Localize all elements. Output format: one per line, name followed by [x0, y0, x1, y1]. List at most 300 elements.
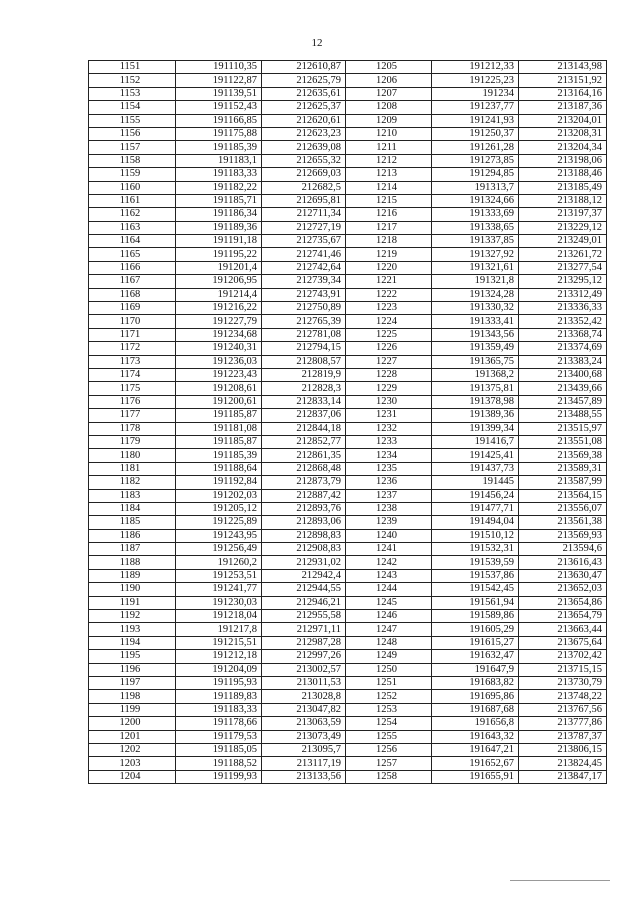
- point-number-cell: 1166: [89, 261, 176, 274]
- point-number-cell: 1239: [346, 516, 432, 529]
- x-coordinate-cell: 191321,61: [432, 261, 519, 274]
- x-coordinate-cell: 191183,33: [176, 168, 262, 181]
- y-coordinate-cell: 213188,12: [519, 194, 607, 207]
- point-number-cell: 1177: [89, 409, 176, 422]
- y-coordinate-cell: 213368,74: [519, 328, 607, 341]
- x-coordinate-cell: 191321,8: [432, 275, 519, 288]
- table-row: [89, 476, 607, 489]
- point-number-cell: 1238: [346, 502, 432, 515]
- point-number-cell: 1192: [89, 610, 176, 623]
- y-coordinate-cell: 212942,4: [262, 569, 346, 582]
- x-coordinate-cell: 191139,51: [176, 87, 262, 100]
- x-coordinate-cell: 191192,84: [176, 476, 262, 489]
- y-coordinate-cell: 212819,9: [262, 368, 346, 381]
- point-number-cell: 1174: [89, 368, 176, 381]
- point-number-cell: 1164: [89, 235, 176, 248]
- y-coordinate-cell: 213702,42: [519, 650, 607, 663]
- x-coordinate-cell: 191204,09: [176, 663, 262, 676]
- point-number-cell: 1257: [346, 757, 432, 770]
- point-number-cell: 1155: [89, 114, 176, 127]
- y-coordinate-cell: 212669,03: [262, 168, 346, 181]
- x-coordinate-cell: 191477,71: [432, 502, 519, 515]
- x-coordinate-cell: 191185,87: [176, 435, 262, 448]
- point-number-cell: 1165: [89, 248, 176, 261]
- y-coordinate-cell: 212887,42: [262, 489, 346, 502]
- x-coordinate-cell: 191261,28: [432, 141, 519, 154]
- x-coordinate-cell: 191225,89: [176, 516, 262, 529]
- y-coordinate-cell: 212955,58: [262, 610, 346, 623]
- x-coordinate-cell: 191510,12: [432, 529, 519, 542]
- point-number-cell: 1194: [89, 636, 176, 649]
- point-number-cell: 1214: [346, 181, 432, 194]
- y-coordinate-cell: 212682,5: [262, 181, 346, 194]
- x-coordinate-cell: 191494,04: [432, 516, 519, 529]
- y-coordinate-cell: 212844,18: [262, 422, 346, 435]
- y-coordinate-cell: 212655,32: [262, 154, 346, 167]
- y-coordinate-cell: 213383,24: [519, 355, 607, 368]
- x-coordinate-cell: 191250,37: [432, 127, 519, 140]
- y-coordinate-cell: 212908,83: [262, 543, 346, 556]
- point-number-cell: 1222: [346, 288, 432, 301]
- y-coordinate-cell: 212873,79: [262, 476, 346, 489]
- y-coordinate-cell: 213569,38: [519, 449, 607, 462]
- y-coordinate-cell: 213652,03: [519, 583, 607, 596]
- x-coordinate-cell: 191365,75: [432, 355, 519, 368]
- x-coordinate-cell: 191647,9: [432, 663, 519, 676]
- point-number-cell: 1190: [89, 583, 176, 596]
- y-coordinate-cell: 213164,16: [519, 87, 607, 100]
- table-row: [89, 650, 607, 663]
- y-coordinate-cell: 212610,87: [262, 61, 346, 74]
- table-row: [89, 717, 607, 730]
- point-number-cell: 1220: [346, 261, 432, 274]
- y-coordinate-cell: 213117,19: [262, 757, 346, 770]
- table-row: [89, 435, 607, 448]
- point-number-cell: 1237: [346, 489, 432, 502]
- x-coordinate-cell: 191186,34: [176, 208, 262, 221]
- y-coordinate-cell: 213587,99: [519, 476, 607, 489]
- x-coordinate-cell: 191561,94: [432, 596, 519, 609]
- x-coordinate-cell: 191205,12: [176, 502, 262, 515]
- y-coordinate-cell: 213488,55: [519, 409, 607, 422]
- point-number-cell: 1154: [89, 101, 176, 114]
- x-coordinate-cell: 191656,8: [432, 717, 519, 730]
- x-coordinate-cell: 191389,36: [432, 409, 519, 422]
- y-coordinate-cell: 213630,47: [519, 569, 607, 582]
- x-coordinate-cell: 191683,82: [432, 676, 519, 689]
- y-coordinate-cell: 212625,37: [262, 101, 346, 114]
- table-row: [89, 114, 607, 127]
- x-coordinate-cell: 191337,85: [432, 235, 519, 248]
- point-number-cell: 1196: [89, 663, 176, 676]
- y-coordinate-cell: 213095,7: [262, 743, 346, 756]
- footer-divider: [510, 880, 610, 881]
- point-number-cell: 1221: [346, 275, 432, 288]
- y-coordinate-cell: 213047,82: [262, 703, 346, 716]
- y-coordinate-cell: 213073,49: [262, 730, 346, 743]
- point-number-cell: 1241: [346, 543, 432, 556]
- table-row: [89, 315, 607, 328]
- x-coordinate-cell: 191695,86: [432, 690, 519, 703]
- table-row: [89, 556, 607, 569]
- table-row: [89, 409, 607, 422]
- x-coordinate-cell: 191333,41: [432, 315, 519, 328]
- x-coordinate-cell: 191240,31: [176, 342, 262, 355]
- x-coordinate-cell: 191343,56: [432, 328, 519, 341]
- y-coordinate-cell: 213675,64: [519, 636, 607, 649]
- y-coordinate-cell: 213787,37: [519, 730, 607, 743]
- x-coordinate-cell: 191324,28: [432, 288, 519, 301]
- x-coordinate-cell: 191206,95: [176, 275, 262, 288]
- point-number-cell: 1253: [346, 703, 432, 716]
- x-coordinate-cell: 191189,83: [176, 690, 262, 703]
- point-number-cell: 1211: [346, 141, 432, 154]
- x-coordinate-cell: 191214,4: [176, 288, 262, 301]
- table-row: [89, 61, 607, 74]
- y-coordinate-cell: 213063,59: [262, 717, 346, 730]
- table-row: [89, 676, 607, 689]
- x-coordinate-cell: 191185,39: [176, 141, 262, 154]
- y-coordinate-cell: 213767,56: [519, 703, 607, 716]
- table-row: [89, 529, 607, 542]
- table-row: [89, 462, 607, 475]
- x-coordinate-cell: 191199,93: [176, 770, 262, 783]
- point-number-cell: 1212: [346, 154, 432, 167]
- y-coordinate-cell: 213197,37: [519, 208, 607, 221]
- table-row: [89, 141, 607, 154]
- y-coordinate-cell: 212735,67: [262, 235, 346, 248]
- x-coordinate-cell: 191217,8: [176, 623, 262, 636]
- x-coordinate-cell: 191542,45: [432, 583, 519, 596]
- table-row: [89, 288, 607, 301]
- y-coordinate-cell: 213564,15: [519, 489, 607, 502]
- y-coordinate-cell: 213208,31: [519, 127, 607, 140]
- point-number-cell: 1153: [89, 87, 176, 100]
- x-coordinate-cell: 191110,35: [176, 61, 262, 74]
- y-coordinate-cell: 213229,12: [519, 221, 607, 234]
- point-number-cell: 1163: [89, 221, 176, 234]
- point-number-cell: 1251: [346, 676, 432, 689]
- y-coordinate-cell: 213277,54: [519, 261, 607, 274]
- table-row: [89, 502, 607, 515]
- point-number-cell: 1201: [89, 730, 176, 743]
- y-coordinate-cell: 213556,07: [519, 502, 607, 515]
- y-coordinate-cell: 212931,02: [262, 556, 346, 569]
- point-number-cell: 1229: [346, 382, 432, 395]
- x-coordinate-cell: 191179,53: [176, 730, 262, 743]
- table-row: [89, 275, 607, 288]
- x-coordinate-cell: 191253,51: [176, 569, 262, 582]
- coordinates-table: [88, 60, 607, 784]
- y-coordinate-cell: 213654,86: [519, 596, 607, 609]
- point-number-cell: 1179: [89, 435, 176, 448]
- point-number-cell: 1247: [346, 623, 432, 636]
- point-number-cell: 1198: [89, 690, 176, 703]
- x-coordinate-cell: 191236,03: [176, 355, 262, 368]
- point-number-cell: 1232: [346, 422, 432, 435]
- table-row: [89, 154, 607, 167]
- y-coordinate-cell: 213187,36: [519, 101, 607, 114]
- y-coordinate-cell: 213151,92: [519, 74, 607, 87]
- y-coordinate-cell: 213185,49: [519, 181, 607, 194]
- table-row: [89, 583, 607, 596]
- point-number-cell: 1169: [89, 302, 176, 315]
- y-coordinate-cell: 212739,34: [262, 275, 346, 288]
- x-coordinate-cell: 191647,21: [432, 743, 519, 756]
- point-number-cell: 1200: [89, 717, 176, 730]
- point-number-cell: 1240: [346, 529, 432, 542]
- x-coordinate-cell: 191243,95: [176, 529, 262, 542]
- point-number-cell: 1255: [346, 730, 432, 743]
- x-coordinate-cell: 191181,08: [176, 422, 262, 435]
- point-number-cell: 1217: [346, 221, 432, 234]
- point-number-cell: 1242: [346, 556, 432, 569]
- x-coordinate-cell: 191185,39: [176, 449, 262, 462]
- x-coordinate-cell: 191183,1: [176, 154, 262, 167]
- y-coordinate-cell: 212946,21: [262, 596, 346, 609]
- point-number-cell: 1246: [346, 610, 432, 623]
- y-coordinate-cell: 213336,33: [519, 302, 607, 315]
- point-number-cell: 1191: [89, 596, 176, 609]
- y-coordinate-cell: 213133,56: [262, 770, 346, 783]
- point-number-cell: 1181: [89, 462, 176, 475]
- x-coordinate-cell: 191313,7: [432, 181, 519, 194]
- point-number-cell: 1197: [89, 676, 176, 689]
- point-number-cell: 1215: [346, 194, 432, 207]
- x-coordinate-cell: 191445: [432, 476, 519, 489]
- point-number-cell: 1230: [346, 395, 432, 408]
- x-coordinate-cell: 191212,18: [176, 650, 262, 663]
- y-coordinate-cell: 213028,8: [262, 690, 346, 703]
- point-number-cell: 1172: [89, 342, 176, 355]
- table-row: [89, 730, 607, 743]
- point-number-cell: 1250: [346, 663, 432, 676]
- point-number-cell: 1156: [89, 127, 176, 140]
- table-row: [89, 181, 607, 194]
- y-coordinate-cell: 213824,45: [519, 757, 607, 770]
- x-coordinate-cell: 191195,22: [176, 248, 262, 261]
- y-coordinate-cell: 213748,22: [519, 690, 607, 703]
- point-number-cell: 1206: [346, 74, 432, 87]
- x-coordinate-cell: 191178,66: [176, 717, 262, 730]
- point-number-cell: 1183: [89, 489, 176, 502]
- x-coordinate-cell: 191643,32: [432, 730, 519, 743]
- y-coordinate-cell: 213374,69: [519, 342, 607, 355]
- table-row: [89, 516, 607, 529]
- table-row: [89, 663, 607, 676]
- y-coordinate-cell: 213204,01: [519, 114, 607, 127]
- y-coordinate-cell: 212781,08: [262, 328, 346, 341]
- x-coordinate-cell: 191539,59: [432, 556, 519, 569]
- y-coordinate-cell: 213198,06: [519, 154, 607, 167]
- x-coordinate-cell: 191175,88: [176, 127, 262, 140]
- table-row: [89, 248, 607, 261]
- point-number-cell: 1209: [346, 114, 432, 127]
- point-number-cell: 1171: [89, 328, 176, 341]
- table-row: [89, 395, 607, 408]
- table-row: [89, 127, 607, 140]
- x-coordinate-cell: 191399,34: [432, 422, 519, 435]
- table-row: [89, 355, 607, 368]
- y-coordinate-cell: 213261,72: [519, 248, 607, 261]
- point-number-cell: 1219: [346, 248, 432, 261]
- coordinates-table-body: [89, 61, 607, 784]
- y-coordinate-cell: 212987,28: [262, 636, 346, 649]
- y-coordinate-cell: 212971,11: [262, 623, 346, 636]
- y-coordinate-cell: 213439,66: [519, 382, 607, 395]
- point-number-cell: 1178: [89, 422, 176, 435]
- x-coordinate-cell: 191234: [432, 87, 519, 100]
- point-number-cell: 1184: [89, 502, 176, 515]
- y-coordinate-cell: 213352,42: [519, 315, 607, 328]
- y-coordinate-cell: 212828,3: [262, 382, 346, 395]
- x-coordinate-cell: 191195,93: [176, 676, 262, 689]
- point-number-cell: 1173: [89, 355, 176, 368]
- y-coordinate-cell: 213663,44: [519, 623, 607, 636]
- y-coordinate-cell: 213594,6: [519, 543, 607, 556]
- y-coordinate-cell: 213515,97: [519, 422, 607, 435]
- y-coordinate-cell: 213143,98: [519, 61, 607, 74]
- y-coordinate-cell: 212711,34: [262, 208, 346, 221]
- point-number-cell: 1256: [346, 743, 432, 756]
- x-coordinate-cell: 191359,49: [432, 342, 519, 355]
- y-coordinate-cell: 212898,83: [262, 529, 346, 542]
- x-coordinate-cell: 191327,92: [432, 248, 519, 261]
- x-coordinate-cell: 191615,27: [432, 636, 519, 649]
- x-coordinate-cell: 191183,33: [176, 703, 262, 716]
- y-coordinate-cell: 213589,31: [519, 462, 607, 475]
- x-coordinate-cell: 191225,23: [432, 74, 519, 87]
- x-coordinate-cell: 191256,49: [176, 543, 262, 556]
- x-coordinate-cell: 191338,65: [432, 221, 519, 234]
- point-number-cell: 1161: [89, 194, 176, 207]
- table-row: [89, 623, 607, 636]
- point-number-cell: 1195: [89, 650, 176, 663]
- point-number-cell: 1189: [89, 569, 176, 582]
- x-coordinate-cell: 191294,85: [432, 168, 519, 181]
- point-number-cell: 1199: [89, 703, 176, 716]
- table-row: [89, 221, 607, 234]
- point-number-cell: 1207: [346, 87, 432, 100]
- x-coordinate-cell: 191212,33: [432, 61, 519, 74]
- y-coordinate-cell: 213730,79: [519, 676, 607, 689]
- y-coordinate-cell: 213569,93: [519, 529, 607, 542]
- point-number-cell: 1213: [346, 168, 432, 181]
- y-coordinate-cell: 213249,01: [519, 235, 607, 248]
- x-coordinate-cell: 191632,47: [432, 650, 519, 663]
- y-coordinate-cell: 212861,35: [262, 449, 346, 462]
- x-coordinate-cell: 191333,69: [432, 208, 519, 221]
- x-coordinate-cell: 191122,87: [176, 74, 262, 87]
- table-row: [89, 569, 607, 582]
- table-row: [89, 543, 607, 556]
- y-coordinate-cell: 212727,19: [262, 221, 346, 234]
- y-coordinate-cell: 213457,89: [519, 395, 607, 408]
- table-row: [89, 422, 607, 435]
- y-coordinate-cell: 212794,15: [262, 342, 346, 355]
- point-number-cell: 1248: [346, 636, 432, 649]
- point-number-cell: 1224: [346, 315, 432, 328]
- table-row: [89, 87, 607, 100]
- point-number-cell: 1223: [346, 302, 432, 315]
- point-number-cell: 1254: [346, 717, 432, 730]
- x-coordinate-cell: 191230,03: [176, 596, 262, 609]
- y-coordinate-cell: 213204,34: [519, 141, 607, 154]
- y-coordinate-cell: 213715,15: [519, 663, 607, 676]
- x-coordinate-cell: 191589,86: [432, 610, 519, 623]
- point-number-cell: 1186: [89, 529, 176, 542]
- table-row: [89, 302, 607, 315]
- x-coordinate-cell: 191185,87: [176, 409, 262, 422]
- point-number-cell: 1160: [89, 181, 176, 194]
- x-coordinate-cell: 191378,98: [432, 395, 519, 408]
- point-number-cell: 1228: [346, 368, 432, 381]
- point-number-cell: 1168: [89, 288, 176, 301]
- y-coordinate-cell: 212635,61: [262, 87, 346, 100]
- table-row: [89, 74, 607, 87]
- x-coordinate-cell: 191375,81: [432, 382, 519, 395]
- point-number-cell: 1249: [346, 650, 432, 663]
- y-coordinate-cell: 212742,64: [262, 261, 346, 274]
- y-coordinate-cell: 212623,23: [262, 127, 346, 140]
- point-number-cell: 1202: [89, 743, 176, 756]
- x-coordinate-cell: 191273,85: [432, 154, 519, 167]
- table-row: [89, 690, 607, 703]
- x-coordinate-cell: 191191,18: [176, 235, 262, 248]
- table-row: [89, 328, 607, 341]
- point-number-cell: 1157: [89, 141, 176, 154]
- table-row: [89, 208, 607, 221]
- table-row: [89, 342, 607, 355]
- x-coordinate-cell: 191241,77: [176, 583, 262, 596]
- x-coordinate-cell: 191425,41: [432, 449, 519, 462]
- x-coordinate-cell: 191185,71: [176, 194, 262, 207]
- point-number-cell: 1182: [89, 476, 176, 489]
- x-coordinate-cell: 191260,2: [176, 556, 262, 569]
- x-coordinate-cell: 191202,03: [176, 489, 262, 502]
- point-number-cell: 1233: [346, 435, 432, 448]
- x-coordinate-cell: 191215,51: [176, 636, 262, 649]
- point-number-cell: 1205: [346, 61, 432, 74]
- x-coordinate-cell: 191237,77: [432, 101, 519, 114]
- y-coordinate-cell: 213561,38: [519, 516, 607, 529]
- page-number: 12: [311, 37, 323, 49]
- table-row: [89, 596, 607, 609]
- point-number-cell: 1170: [89, 315, 176, 328]
- table-row: [89, 449, 607, 462]
- point-number-cell: 1159: [89, 168, 176, 181]
- y-coordinate-cell: 212765,39: [262, 315, 346, 328]
- point-number-cell: 1167: [89, 275, 176, 288]
- y-coordinate-cell: 213400,68: [519, 368, 607, 381]
- x-coordinate-cell: 191227,79: [176, 315, 262, 328]
- point-number-cell: 1226: [346, 342, 432, 355]
- point-number-cell: 1235: [346, 462, 432, 475]
- y-coordinate-cell: 212833,14: [262, 395, 346, 408]
- y-coordinate-cell: 212893,76: [262, 502, 346, 515]
- point-number-cell: 1193: [89, 623, 176, 636]
- y-coordinate-cell: 212893,06: [262, 516, 346, 529]
- x-coordinate-cell: 191188,52: [176, 757, 262, 770]
- point-number-cell: 1234: [346, 449, 432, 462]
- y-coordinate-cell: 213011,53: [262, 676, 346, 689]
- y-coordinate-cell: 213654,79: [519, 610, 607, 623]
- x-coordinate-cell: 191437,73: [432, 462, 519, 475]
- point-number-cell: 1225: [346, 328, 432, 341]
- y-coordinate-cell: 213847,17: [519, 770, 607, 783]
- table-row: [89, 368, 607, 381]
- x-coordinate-cell: 191166,85: [176, 114, 262, 127]
